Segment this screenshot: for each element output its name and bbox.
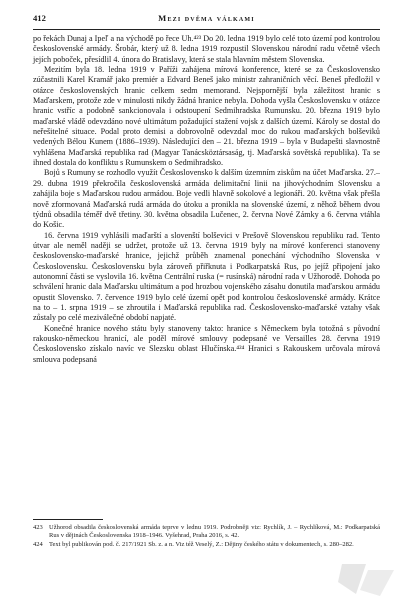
paragraph: 16. června 1919 vyhlásili maďarští a slovenští bolševici v Prešově Slovenskou republiku rad. Tento útvar ale neměl naději se udržet, protože už 13. června 1919 byly na mírové konferenci stanoveny československo-maďarské hranice, jejichž průběh znamenal ponechání východního Slovenska v Československu. Československu byla zároveň přiřknuta i Podkarpatská Rus, po jejíž připojení jako autonomní části se vyslovila 16. května Centrální ruska (= rusínská) národní rada v Užhorodě. Dohoda po schválení hranic dala Maďarsku ultimátum a pod hrozbou vojenského zásahu donutila maďarskou armádu opustit Slovensko. 7. července 1919 bylo celé území opět pod kontrolou československé armády. Krátce na to – 1. srpna 1919 – se zhroutila i Maďarská republika rad. Československo-maďarské vztahy však zůstaly po celé meziválečné období napjaté. (33, 230, 380, 323)
paragraph: Bojů s Rumuny se rozhodlo využít Československo k dalším územním ziskům na účet Maďarska. 27.–29. dubna 1919 překročila československá armáda delimitační linii na jihovýchodním Slovensku a zahájila boje s Maďarskou rudou armádou. Boje vedli hlavně sokolové a legionáři. 20. května však přešla nově zformovaná Maďarská rudá armáda do útoku a pronikla na slovenské území, z něhož během dvou týdnů obsadila téměř dvě třetiny. 30. května obsadila Lučenec, 2. června Nové Zámky a 6. června vtáhla do Košic. (33, 168, 380, 230)
paragraph: po řekách Dunaj a Ipeľ a na východě po řece Uh.⁴²³ Do 20. ledna 1919 bylo celé toto území pod kontrolou československé armády. Šrobár, který už 8. ledna 1919 rozpustil Slovenskou národní radu včetně všech jejích poboček, přesídlil 4. února do Bratislavy, která se stala hlavním městem Slovenska. (33, 34, 380, 64)
footnote-text: Text byl publikován pod. č. 217/1921 Sb. z. a n. Viz též Veselý, Z.: Dějiny českého státu v dokumentech, s. 280–282. (49, 540, 354, 548)
paragraph: Konečné hranice nového státu byly stanoveny takto: hranice s Německem byla totožná s původní rakousko-německou hranicí, ale poděl mírové smlouvy podepsané ve Versailles 28. června 1919 Československo získalo navíc ve Slezsku oblast Hlučínska.⁴²⁴ Hranici s Rakouskem určovala mírová smlouva podepsaná (33, 323, 380, 364)
footnote-number: 423 (33, 524, 43, 531)
running-header (33, 13, 380, 27)
paragraph: Mezitím byla 18. ledna 1919 v Paříži zahájena mírová konference, které se za Československo zúčastnili Karel Kramář jako premiér a Edvard Beneš jako ministr zahraničních věcí. Beneš předložil v otázce československých hranic celkem sedm memorand. Nejspornější byla záležitost hranic s Maďarskem, protože zde v minulosti nikdy žádná hranice nebyla. Dohoda vyšla Československu v otázce hranic vstříc a podobně sankcionovala i odstoupení Sedmihradska Rumunsku. 20. března 1919 bylo maďarské vládě odevzdáno nové ultimátum požadující stažení vojsk z dalších území. Károly se dostal do neřešitelné situace. Podal proto demisi a dobrovolně odevzdal moc do rukou maďarských bolševiků vedených Bélou Kunem (1886–1939). Následující den – 21. března 1919 – byla v Budapešti slavnostně vyhlášena Maďarská republika rad (Magyar Tanácsköztársaság, tj. Maďarská sovětská republika). Ta se ihned dostala do konfliktu s Rumunskem o Sedmihradsko. (33, 65, 380, 168)
main-text (33, 34, 380, 365)
running-title: Mezi dvěma válkami (158, 13, 255, 23)
library-stamp-watermark (336, 560, 398, 598)
footnote-text: Užhorod obsadila československá armáda teprve v lednu 1919. Podrobněji viz: Rychlík, J. – Rychlíková, M.: Podkarpatská Rus v dějinách Československa 1918–1946. Vyšehrad, Praha 2016, s. 42. (49, 524, 380, 540)
footnote (33, 524, 380, 541)
footnote-number: 424 (33, 540, 43, 548)
footnote (33, 541, 380, 549)
footnotes (33, 524, 380, 549)
footnote-rule (33, 519, 103, 520)
header-rule (33, 29, 380, 30)
page-number: 412 (33, 13, 46, 23)
